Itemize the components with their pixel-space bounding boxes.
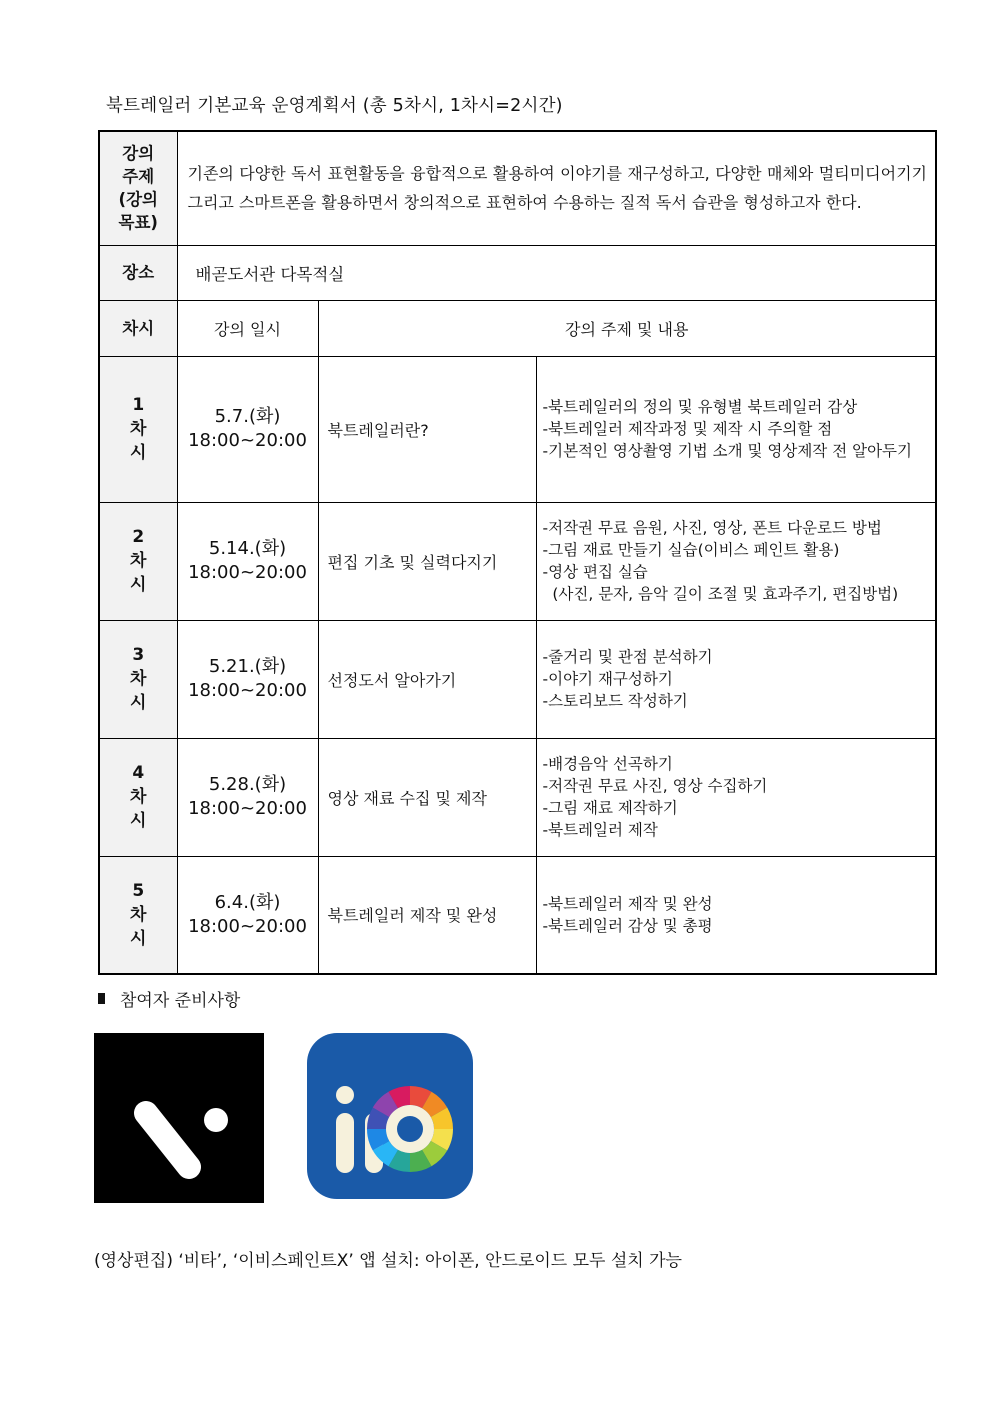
place-row (99, 245, 936, 300)
content-line: -북트레일러 제작과정 및 제작 시 주의할 점 (542, 420, 833, 438)
content-line: -저작권 무료 음원, 사진, 영상, 폰트 다운로드 방법 (542, 519, 882, 537)
session-num: 4 (132, 763, 145, 783)
session-unit-2: 시 (130, 575, 147, 595)
subject-label: 강의 주제 (강의 목표) (99, 131, 177, 245)
session-row (99, 856, 936, 974)
subject-text: 기존의 다양한 독서 표현활동을 융합적으로 활용하여 이야기를 재구성하고, 다양한 매체와 멀티미디어기기 그리고 스마트폰을 활용하면서 창의적으로 표현하여 수용하는 질적 독서 습관을 형성하고자 한다. (177, 131, 936, 245)
session-date: 5.14.(화) (208, 538, 287, 559)
content-line: (사진, 문자, 음악 길이 조절 및 효과주기, 편집방법) (542, 585, 899, 603)
content-line: -이야기 재구성하기 (542, 670, 673, 688)
content-line: -영상 편집 실습 (542, 563, 648, 581)
session-datetime (177, 738, 318, 856)
session-datetime (177, 356, 318, 502)
session-number (99, 356, 177, 502)
vita-app-logo (94, 1033, 264, 1203)
session-number (99, 502, 177, 620)
content-line: -저작권 무료 사진, 영상 수집하기 (542, 777, 768, 795)
session-unit-1: 차 (130, 551, 147, 571)
install-note: (영상편집) ‘비타’, ‘이비스페인트X’ 앱 설치: 아이폰, 안드로이드 모두 설치 가능 (94, 1251, 682, 1271)
session-content (536, 502, 936, 620)
content-line: -줄거리 및 관점 분석하기 (542, 648, 713, 666)
content-line: -북트레일러 감상 및 총평 (542, 916, 713, 935)
session-topic: 선정도서 알아가기 (318, 620, 536, 738)
session-content (536, 856, 936, 974)
session-content (536, 620, 936, 738)
ibispaint-app-logo (307, 1033, 473, 1199)
session-topic: 편집 기초 및 실력다지기 (318, 502, 536, 620)
session-time: 18:00~20:00 (188, 562, 307, 583)
session-unit-2: 시 (130, 443, 147, 463)
session-num: 3 (132, 645, 145, 665)
session-number (99, 856, 177, 974)
session-row (99, 738, 936, 856)
session-unit-1: 차 (130, 669, 147, 689)
session-date: 5.28.(화) (208, 774, 287, 795)
col-session-header: 차시 (99, 300, 177, 356)
session-unit-2: 시 (130, 811, 147, 831)
content-line: -그림 재료 제작하기 (542, 799, 678, 817)
place-label: 장소 (99, 245, 177, 300)
session-unit-1: 차 (130, 904, 147, 925)
square-bullet-icon (98, 993, 105, 1004)
session-datetime (177, 502, 318, 620)
session-num: 5 (132, 880, 145, 901)
content-line: -북트레일러의 정의 및 유형별 북트레일러 감상 (542, 398, 858, 416)
prep-heading-text: 참여자 준비사항 (120, 991, 241, 1011)
ibispaint-logo-graphic (307, 1033, 473, 1199)
content-line: -그림 재료 만들기 실습(이비스 페인트 활용) (542, 541, 840, 559)
session-topic: 영상 재료 수집 및 제작 (318, 738, 536, 856)
content-line: -기본적인 영상촬영 기법 소개 및 영상제작 전 알아두기 (542, 442, 912, 460)
content-line: -북트레일러 제작 (542, 821, 658, 839)
prep-heading (98, 986, 240, 1011)
session-number (99, 620, 177, 738)
session-num: 1 (132, 395, 145, 415)
session-time: 18:00~20:00 (188, 915, 307, 937)
session-content (536, 738, 936, 856)
content-line: -북트레일러 제작 및 완성 (542, 894, 713, 913)
session-num: 2 (132, 527, 145, 547)
document-title: 북트레일러 기본교육 운영계획서 (총 5차시, 1차시=2시간) (106, 96, 563, 116)
session-date: 5.21.(화) (208, 656, 287, 677)
content-line: -스토리보드 작성하기 (542, 692, 688, 710)
session-datetime (177, 856, 318, 974)
session-date: 5.7.(화) (214, 406, 281, 427)
content-line: -배경음악 선곡하기 (542, 755, 673, 773)
col-topic-header: 강의 주제 및 내용 (318, 300, 936, 356)
session-topic: 북트레일러란? (318, 356, 536, 502)
session-time: 18:00~20:00 (188, 430, 307, 451)
plan-table (98, 130, 937, 975)
session-unit-2: 시 (130, 693, 147, 713)
session-datetime (177, 620, 318, 738)
session-number (99, 738, 177, 856)
session-topic: 북트레일러 제작 및 완성 (318, 856, 536, 974)
vita-logo-graphic (94, 1033, 264, 1203)
session-content (536, 356, 936, 502)
session-unit-1: 차 (130, 787, 147, 807)
session-time: 18:00~20:00 (188, 680, 307, 701)
session-row (99, 502, 936, 620)
session-row (99, 356, 936, 502)
column-header-row (99, 300, 936, 356)
subject-row (99, 131, 936, 245)
session-unit-2: 시 (130, 928, 147, 949)
place-value: 배곧도서관 다목적실 (177, 245, 936, 300)
session-date: 6.4.(화) (214, 891, 281, 913)
session-unit-1: 차 (130, 419, 147, 439)
col-date-header: 강의 일시 (177, 300, 318, 356)
session-row (99, 620, 936, 738)
session-time: 18:00~20:00 (188, 798, 307, 819)
